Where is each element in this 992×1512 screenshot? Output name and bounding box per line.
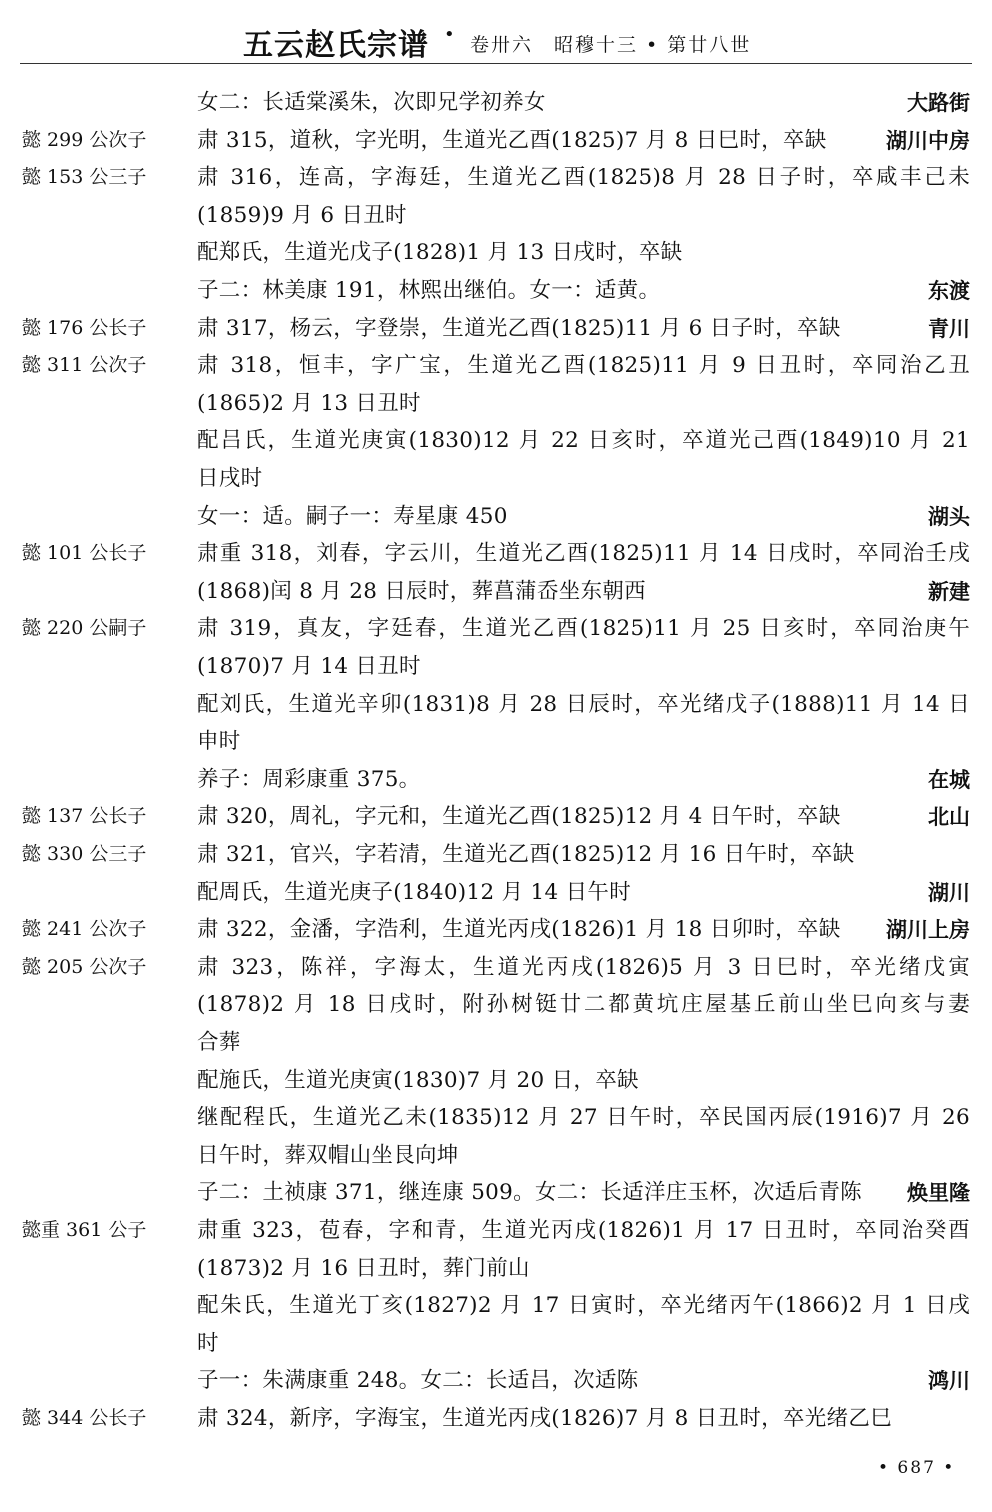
entry-line [0,310,992,347]
entry-text: 肃 322，金潘，字浩利，生道光丙戌(1826)1 月 18 日卯时，卒缺 [197,917,841,943]
residence-location: 在城 [922,761,970,798]
entry-line [0,1362,992,1399]
entry-line [0,1212,992,1249]
entry-text: 合葬 [197,1030,241,1055]
entry-line [0,648,992,685]
entry-text: (1868)闰 8 月 28 日辰时，葬菖蒲岙坐东朝西 [197,578,646,604]
entry-line [0,1137,992,1174]
parent-reference: 懿 344 公长子 [22,1407,147,1429]
parent-reference: 懿 330 公三子 [22,843,147,865]
residence-location: 湖头 [922,498,970,535]
parent-reference: 懿 101 公长子 [22,542,147,565]
parent-reference: 懿 241 公次子 [22,918,147,941]
entry-line [0,1400,992,1437]
parent-reference: 懿 299 公次子 [22,128,147,151]
entry-line [0,122,992,159]
entry-text: 配施氏，生道光庚寅(1830)7 月 20 日，卒缺 [197,1067,639,1093]
entry-line [0,84,992,121]
entry-text: 时 [197,1330,219,1356]
entry-text: 子一：朱满康重 248。女二：长适吕，次适陈 [197,1368,639,1394]
entry-line [0,573,992,610]
entry-text: 肃重 323，苞春，字和青，生道光丙戌(1826)1 月 17 日丑时，卒同治癸酉 [197,1218,970,1243]
residence-location: 焕里隆 [901,1174,970,1211]
entry-line [0,197,992,234]
entry-text: 肃 315，道秋，字光明，生道光乙酉(1825)7 月 8 日巳时，卒缺 [197,127,827,153]
residence-location: 湖川 [922,874,970,911]
entry-text: 肃重 318，刘春，字云川，生道光乙酉(1825)11 月 14 日戌时，卒同治壬戌 [197,541,970,567]
parent-reference: 懿 220 公嗣子 [22,617,147,640]
entry-text: 配吕氏，生道光庚寅(1830)12 月 22 日亥时，卒道光己酉(1849)10 月 21 [197,428,970,454]
entry-line [0,422,992,459]
parent-reference: 懿 311 公次子 [22,354,147,377]
page-number: • 687 • [878,1458,956,1478]
parent-reference: 懿重 361 公子 [22,1219,147,1241]
entry-text: 配郑氏，生道光戊子(1828)1 月 13 日戌时，卒缺 [197,240,683,266]
entry-line [0,610,992,647]
parent-reference: 懿 153 公三子 [22,166,147,189]
entry-text: (1859)9 月 6 日丑时 [197,202,407,228]
book-title: 五云赵氏宗谱 [243,28,429,63]
entry-text: 肃 316，连高，字海廷，生道光乙酉(1825)8 月 28 日子时，卒咸丰己未 [197,165,970,191]
entry-text: 肃 324，新序，字海宝，生道光丙戌(1826)7 月 8 日丑时，卒光绪乙巳 [197,1406,892,1431]
residence-location: 湖川上房 [880,911,970,948]
parent-reference: 懿 176 公长子 [22,316,147,339]
entry-text: 肃 323，陈祥，字海太，生道光丙戌(1826)5 月 3 日巳时，卒光绪戊寅 [197,954,970,980]
title-separator: • [444,24,455,45]
entry-text: 子二：林美康 191，林熙出继伯。女一：适黄。 [197,278,661,303]
entry-line [0,723,992,760]
entry-text: 肃 318，恒丰，字广宝，生道光乙酉(1825)11 月 9 日丑时，卒同治乙丑 [197,353,970,379]
entry-text: 继配程氏，生道光乙未(1835)12 月 27 日午时，卒民国丙辰(1916)7 月 26 [197,1105,970,1131]
entry-text: 养子：周彩康重 375。 [197,766,421,792]
entry-text: 肃 321，官兴，字若清，生道光乙酉(1825)12 月 16 日午时，卒缺 [197,842,855,867]
entry-text: 女二：长适棠溪朱，次即兄学初养女 [197,90,546,115]
entry-line [0,1062,992,1099]
entry-line [0,798,992,835]
entry-text: 配周氏，生道光庚子(1840)12 月 14 日午时 [197,879,632,905]
entry-text: 日午时，葬双帽山坐艮向坤 [197,1142,459,1168]
entry-text: 肃 319，真友，字廷春，生道光乙酉(1825)11 月 25 日亥时，卒同治庚午 [197,616,970,642]
entry-line [0,159,992,196]
entry-line [0,874,992,911]
entry-text: 女一：适。嗣子一：寿星康 450 [197,503,508,529]
residence-location: 大路街 [901,84,970,121]
entry-text: 配朱氏，生道光丁亥(1827)2 月 17 日寅时，卒光绪丙午(1866)2 月 1 日戌 [197,1293,970,1319]
entry-line [0,272,992,309]
entry-text: (1870)7 月 14 日丑时 [197,654,421,679]
residence-location: 北山 [922,798,970,835]
residence-location: 湖川中房 [880,122,970,159]
residence-location: 鸿川 [922,1362,970,1399]
entry-line [0,385,992,422]
entry-text: 肃 317，杨云，字登崇，生道光乙酉(1825)11 月 6 日子时，卒缺 [197,315,841,341]
entry-line [0,1287,992,1324]
entry-line [0,1325,992,1362]
entry-line [0,234,992,271]
entry-text: 肃 320，周礼，字元和，生道光乙酉(1825)12 月 4 日午时，卒缺 [197,804,841,830]
entry-line [0,949,992,986]
volume-subtitle: 卷卅六 昭穆十三 • 第廿八世 [470,34,752,56]
entry-line [0,986,992,1023]
residence-location: 新建 [922,573,970,610]
entry-line [0,761,992,798]
residence-location: 青川 [922,310,970,347]
residence-location: 东渡 [922,272,970,309]
entry-line [0,1250,992,1287]
entry-line [0,1099,992,1136]
parent-reference: 懿 205 公次子 [22,955,147,978]
entry-text: (1878)2 月 18 日戌时，附孙树铤廿二都黄坑庄屋基丘前山坐巳向亥与妻 [197,992,970,1018]
entry-line [0,498,992,535]
entry-line [0,911,992,948]
entry-text: 子二：土祯康 371，继连康 509。女二：长适洋庄玉杯，次适后青陈 [197,1180,862,1206]
entry-line [0,836,992,873]
entry-line [0,1174,992,1211]
entry-text: (1873)2 月 16 日丑时，葬门前山 [197,1255,530,1281]
entry-line [0,535,992,572]
entry-text: 申时 [197,729,241,755]
parent-reference: 懿 137 公长子 [22,805,147,828]
entry-text: 配刘氏，生道光辛卯(1831)8 月 28 日辰时，卒光绪戊子(1888)11 月 14 日 [197,691,970,717]
entry-text: 日戌时 [197,466,263,491]
entry-line [0,460,992,497]
entry-line [0,686,992,723]
entry-text: (1865)2 月 13 日丑时 [197,390,421,416]
entry-line [0,347,992,384]
entry-line [0,1024,992,1061]
